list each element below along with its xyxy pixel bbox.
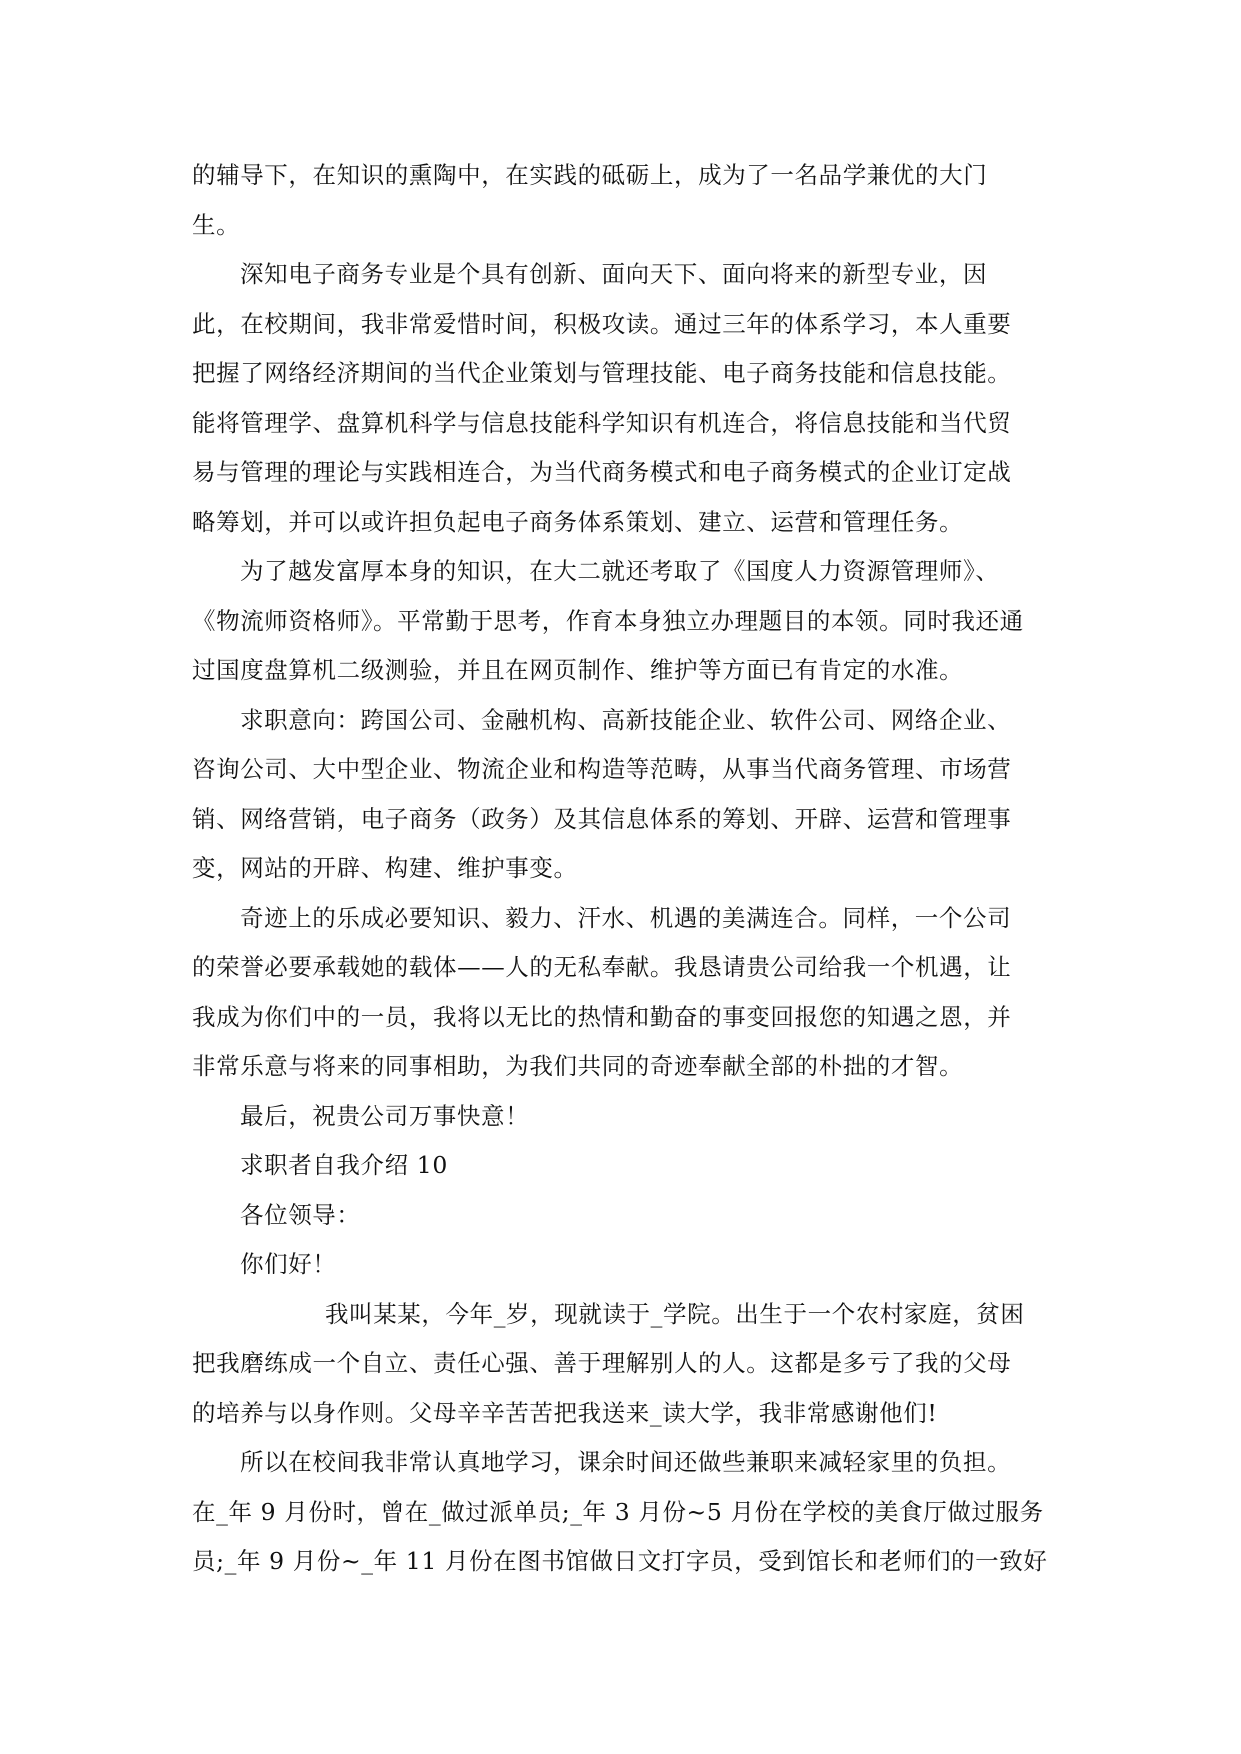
text-line: 此，在校期间，我非常爱惜时间，积极攻读。通过三年的体系学习，本人重要 <box>192 310 1012 338</box>
text-line: 的荣誉必要承载她的载体——人的无私奉献。我恳请贵公司给我一个机遇，让 <box>192 953 1012 981</box>
salutation: 各位领导： <box>240 1201 361 1229</box>
text-line: 易与管理的理论与实践相连合，为当代商务模式和电子商务模式的企业订定战 <box>192 458 1012 486</box>
text-line: 员;_年 9 月份~_年 11 月份在图书馆做日文打字员，受到馆长和老师们的一致好 <box>192 1547 1048 1575</box>
text-line: 咨询公司、大中型企业、物流企业和构造等范畴，从事当代商务管理、市场营 <box>192 755 1012 783</box>
section-heading: 求职者自我介绍 10 <box>240 1151 448 1179</box>
text-line: 变，网站的开辟、构建、维护事变。 <box>192 854 578 882</box>
text-line: 的培养与以身作则。父母辛辛苦苦把我送来_读大学，我非常感谢他们! <box>192 1399 938 1427</box>
text-line: 深知电子商务专业是个具有创新、面向天下、面向将来的新型专业，因 <box>240 260 988 288</box>
text-line: 非常乐意与将来的同事相助，为我们共同的奇迹奉献全部的朴拙的才智。 <box>192 1052 964 1080</box>
text-line: 为了越发富厚本身的知识，在大二就还考取了《国度人力资源管理师》、 <box>240 557 1000 585</box>
text-line: 能将管理学、盘算机科学与信息技能科学知识有机连合，将信息技能和当代贸 <box>192 409 1012 437</box>
text-line: 的辅导下，在知识的熏陶中，在实践的砥砺上，成为了一名品学兼优的大门 <box>192 161 988 189</box>
text-line: 把握了网络经济期间的当代企业策划与管理技能、电子商务技能和信息技能。 <box>192 359 1012 387</box>
text-line: 《物流师资格师》。平常勤于思考，作育本身独立办理题目的本领。同时我还通 <box>192 607 1024 635</box>
text-line: 我叫某某，今年_岁，现就读于_学院。出生于一个农村家庭，贫困 <box>325 1300 1025 1328</box>
text-line: 把我磨练成一个自立、责任心强、善于理解别人的人。这都是多亏了我的父母 <box>192 1349 1012 1377</box>
text-line: 生。 <box>192 211 241 239</box>
text-line: 销、网络营销，电子商务（政务）及其信息体系的筹划、开辟、运营和管理事 <box>192 805 1012 833</box>
text-line: 在_年 9 月份时，曾在_做过派单员;_年 3 月份~5 月份在学校的美食厅做过服务 <box>192 1498 1044 1526</box>
text-line: 我成为你们中的一员，我将以无比的热情和勤奋的事变回报您的知遇之恩，并 <box>192 1003 1012 1031</box>
text-line: 过国度盘算机二级测验，并且在网页制作、维护等方面已有肯定的水准。 <box>192 656 964 684</box>
text-line: 所以在校间我非常认真地学习，课余时间还做些兼职来减轻家里的负担。 <box>240 1448 1012 1476</box>
text-line: 最后，祝贵公司万事快意！ <box>240 1102 530 1130</box>
text-line: 略筹划，并可以或许担负起电子商务体系策划、建立、运营和管理任务。 <box>192 508 964 536</box>
text-line: 求职意向：跨国公司、金融机构、高新技能企业、软件公司、网络企业、 <box>240 706 1012 734</box>
text-line: 奇迹上的乐成必要知识、毅力、汗水、机遇的美满连合。同样，一个公司 <box>240 904 1012 932</box>
greeting: 你们好！ <box>240 1250 337 1278</box>
